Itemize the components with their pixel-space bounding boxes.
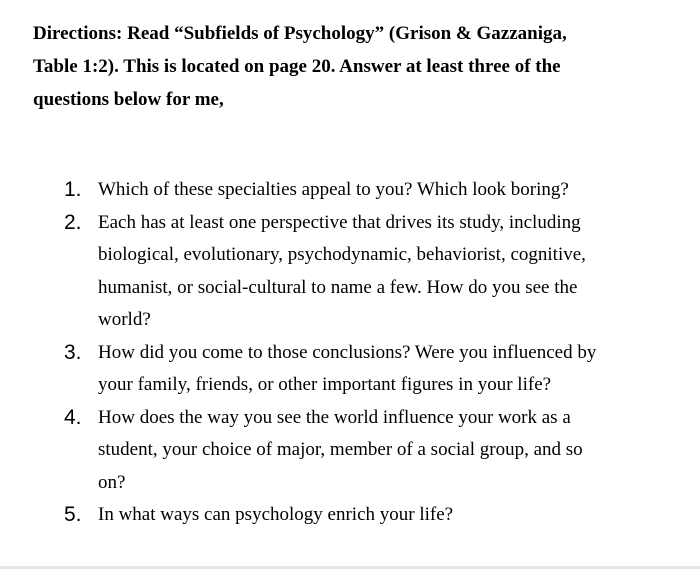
question-item-4	[0, 402, 700, 500]
question-text-line: In what ways can psychology enrich your life?	[98, 504, 454, 525]
question-item-2	[0, 207, 700, 337]
question-number: 2.	[64, 210, 82, 234]
question-text-line: student, your choice of major, member of a social group, and so	[98, 439, 583, 460]
question-text-line: humanist, or social-cultural to name a few. How do you see the	[98, 276, 578, 298]
directions-line: Table 1:2). This is located on page 20. Answer at least three of the	[33, 56, 561, 77]
question-text-line: on?	[98, 471, 126, 493]
question-text-line: Which of these specialties appeal to you? Which look boring?	[98, 179, 569, 200]
question-text-line: your family, friends, or other important figures in your life?	[98, 374, 552, 395]
questions-list	[0, 174, 700, 532]
question-text-line: How does the way you see the world influence your work as a	[98, 406, 571, 428]
question-text-line: How did you come to those conclusions? Were you influenced by	[98, 341, 597, 363]
question-item-5	[0, 499, 700, 532]
question-number: 5.	[64, 503, 82, 526]
directions-paragraph	[33, 17, 683, 116]
question-text-line: biological, evolutionary, psychodynamic, behaviorist, cognitive,	[98, 244, 586, 265]
directions-line: questions below for me,	[33, 89, 224, 110]
question-number: 4.	[64, 405, 82, 429]
question-text-line: Each has at least one perspective that drives its study, including	[98, 211, 581, 233]
question-item-1	[0, 174, 700, 207]
question-number: 1.	[64, 178, 82, 201]
directions-line: Directions: Read “Subfields of Psychology” (Grison & Gazzaniga,	[33, 23, 567, 44]
question-text-line: world?	[98, 309, 151, 330]
question-number: 3.	[64, 340, 82, 364]
question-item-3	[0, 337, 700, 402]
